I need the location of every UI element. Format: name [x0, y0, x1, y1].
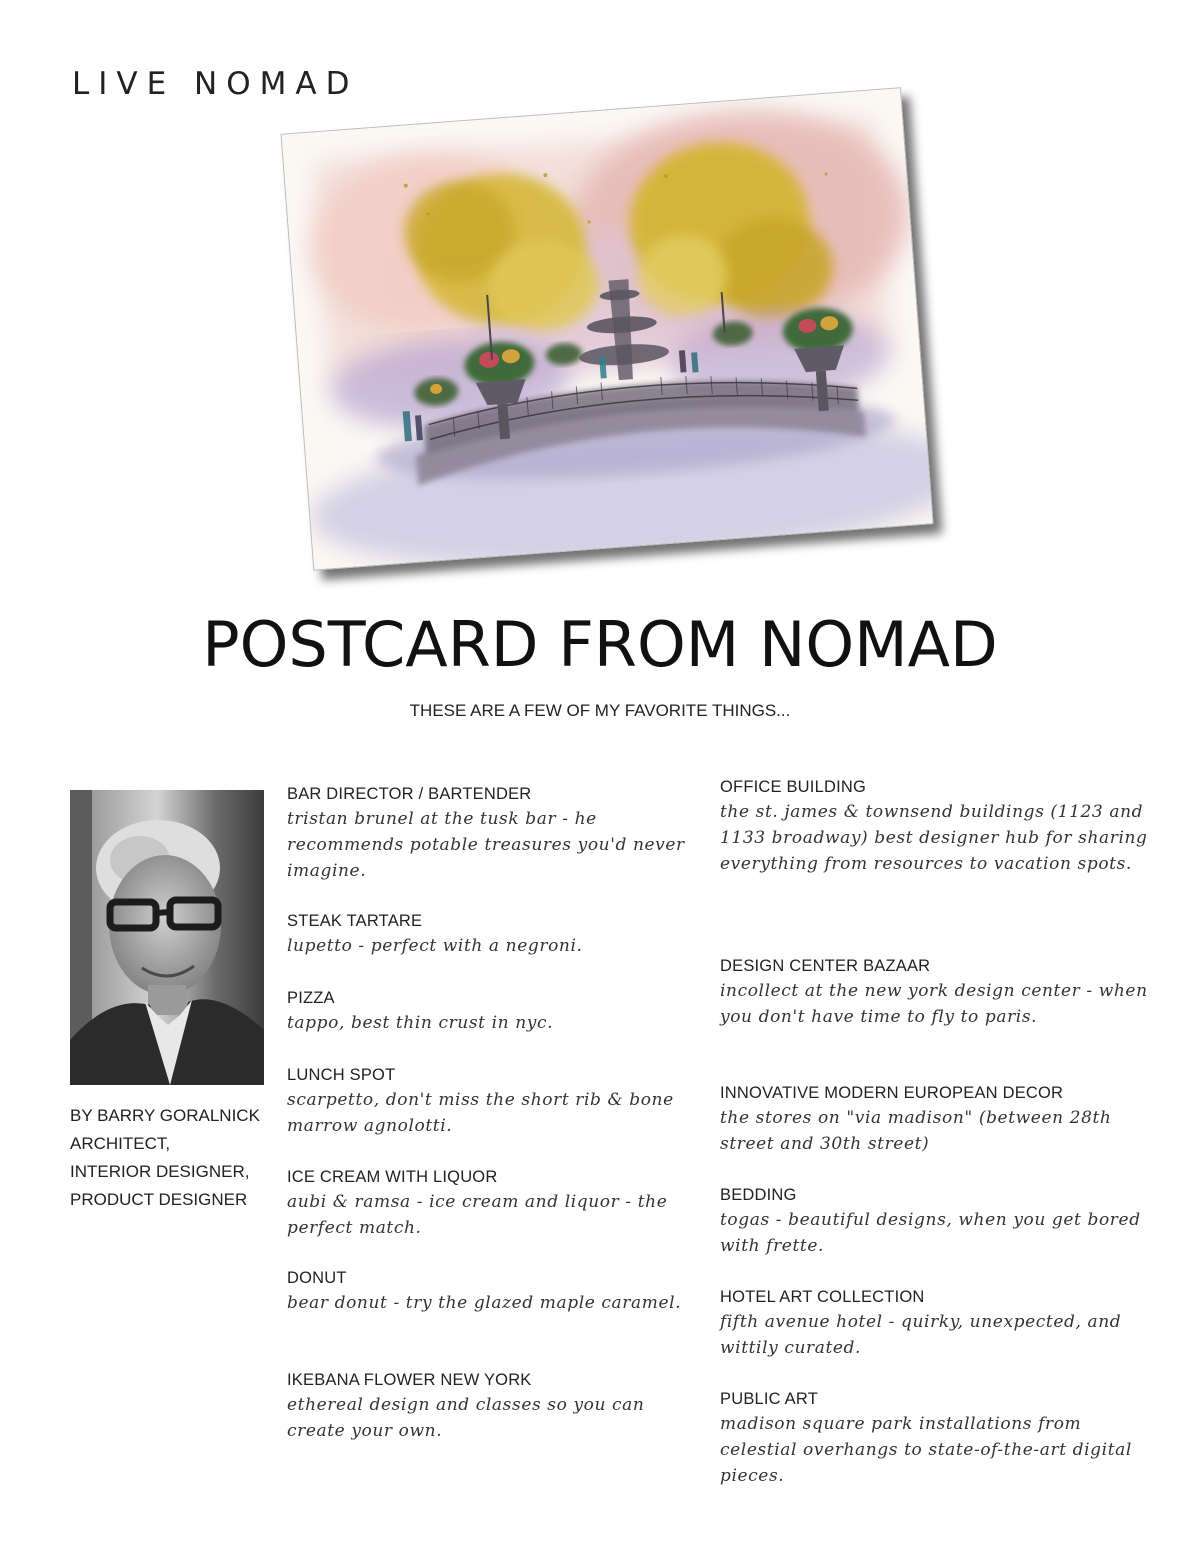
favorite-note: ethereal design and classes so you can create your own.: [287, 1395, 645, 1441]
byline-role-product-designer: PRODUCT DESIGNER: [70, 1190, 248, 1209]
author-portrait: [70, 790, 264, 1085]
favorite-label: HOTEL ART COLLECTION: [720, 1288, 925, 1306]
favorite-entry: [287, 1269, 707, 1316]
favorite-note: tristan brunel at the tusk bar - he recommends potable treasures you'd never imagine.: [287, 809, 685, 881]
watercolor-fountain-illustration: [282, 88, 933, 569]
favorite-note: the stores on "via madison" (between 28th street and 30th street): [720, 1108, 1112, 1154]
favorite-label: ICE CREAM WITH LIQUOR: [287, 1168, 498, 1186]
favorite-entry: [720, 957, 1150, 1030]
favorite-entry: [287, 989, 707, 1036]
favorite-entry: [287, 912, 707, 959]
favorite-entry: [287, 785, 707, 884]
favorite-entry: [720, 1288, 1150, 1361]
author-byline: [70, 1102, 280, 1214]
favorite-label: LUNCH SPOT: [287, 1066, 396, 1084]
favorite-label: PUBLIC ART: [720, 1390, 818, 1408]
favorite-entry: [720, 778, 1150, 877]
favorite-label: IKEBANA FLOWER NEW YORK: [287, 1371, 532, 1389]
favorite-label: INNOVATIVE MODERN EUROPEAN DECOR: [720, 1084, 1064, 1102]
favorite-label: DESIGN CENTER BAZAAR: [720, 957, 931, 975]
favorite-label: BEDDING: [720, 1186, 797, 1204]
favorite-label: OFFICE BUILDING: [720, 778, 867, 796]
postcard: [281, 87, 932, 568]
byline-role-architect: ARCHITECT,: [70, 1134, 171, 1153]
favorite-label: BAR DIRECTOR / BARTENDER: [287, 785, 532, 803]
byline-name: BY BARRY GORALNICK: [70, 1106, 260, 1125]
favorite-note: tappo, best thin crust in nyc.: [287, 1013, 554, 1033]
byline-role-interior-designer: INTERIOR DESIGNER,: [70, 1162, 250, 1181]
favorite-label: STEAK TARTARE: [287, 912, 423, 930]
masthead: LIVE NOMAD: [72, 66, 359, 102]
favorite-entry: [720, 1186, 1150, 1259]
favorite-note: incollect at the new york design center - when you don't have time to fly to paris.: [720, 981, 1148, 1027]
favorite-note: aubi & ramsa - ice cream and liquor - the perfect match.: [287, 1192, 668, 1238]
favorite-note: the st. james & townsend buildings (1123 and 1133 broadway) best designer hub for sharing everything from resources to vacation spots.: [720, 802, 1148, 874]
favorite-note: lupetto - perfect with a negroni.: [287, 936, 583, 956]
favorite-note: togas - beautiful designs, when you get bored with frette.: [720, 1210, 1141, 1256]
favorite-entry: [720, 1390, 1150, 1489]
favorite-entry: [287, 1168, 707, 1241]
favorite-label: DONUT: [287, 1269, 347, 1287]
favorite-note: fifth avenue hotel - quirky, unexpected, and wittily curated.: [720, 1312, 1122, 1358]
favorite-note: bear donut - try the glazed maple caramel.: [287, 1293, 682, 1313]
favorite-entry: [287, 1371, 707, 1444]
favorite-entry: [720, 1084, 1150, 1157]
favorite-label: PIZZA: [287, 989, 335, 1007]
favorite-entry: [287, 1066, 707, 1139]
favorite-note: madison square park installations from celestial overhangs to state-of-the-art digital pieces.: [720, 1414, 1132, 1486]
favorite-note: scarpetto, don't miss the short rib & bone marrow agnolotti.: [287, 1090, 674, 1136]
page-title: POSTCARD FROM NOMAD: [202, 608, 998, 681]
page-subtitle: THESE ARE A FEW OF MY FAVORITE THINGS...: [409, 701, 791, 720]
